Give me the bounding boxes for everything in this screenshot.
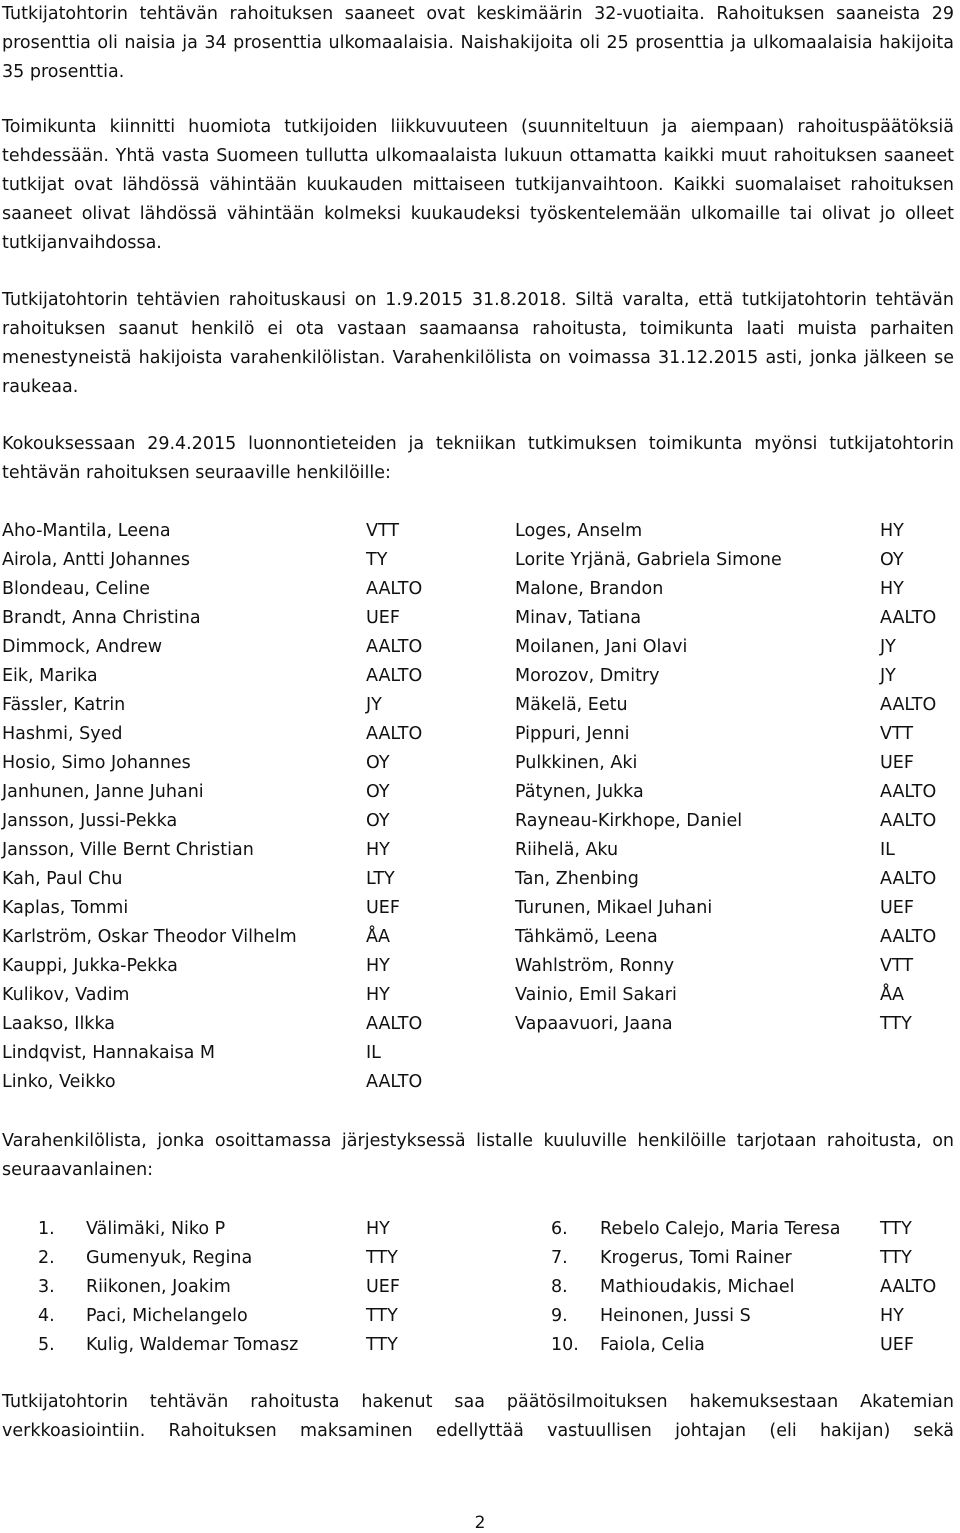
reserve-rank: 10. xyxy=(551,1335,579,1355)
recipient-organization: JY xyxy=(880,666,896,686)
recipient-name: Jansson, Jussi-Pekka xyxy=(2,811,178,831)
recipient-name: Fässler, Katrin xyxy=(2,695,126,715)
recipient-organization: AALTO xyxy=(880,782,937,802)
reserve-organization: UEF xyxy=(366,1277,400,1297)
recipient-name: Mäkelä, Eetu xyxy=(515,695,628,715)
recipient-name: Tähkämö, Leena xyxy=(515,927,658,947)
recipient-organization: AALTO xyxy=(880,927,937,947)
recipient-organization: HY xyxy=(880,521,904,541)
recipient-name: Kaplas, Tommi xyxy=(2,898,129,918)
recipient-organization: JY xyxy=(366,695,382,715)
reserve-organization: TTY xyxy=(880,1219,912,1239)
reserve-name: Heinonen, Jussi S xyxy=(600,1306,751,1326)
reserve-name: Kulig, Waldemar Tomasz xyxy=(86,1335,299,1355)
recipient-organization: AALTO xyxy=(366,579,423,599)
paragraph-notification: Tutkijatohtorin tehtävän rahoitusta hakenut saa päätösilmoituksen hakemuksestaan Akatemian verkkoasiointiin. Rahoituksen maksaminen edellyttää vastuullisen johtajan (eli hakijan) sekä xyxy=(2,1392,954,1441)
recipient-organization: AALTO xyxy=(366,724,423,744)
recipient-organization: TY xyxy=(366,550,388,570)
recipient-organization: AALTO xyxy=(880,608,937,628)
reserve-rank: 4. xyxy=(38,1306,55,1326)
recipient-organization: HY xyxy=(880,579,904,599)
recipient-organization: VTT xyxy=(880,724,914,744)
reserve-rank: 2. xyxy=(38,1248,55,1268)
recipient-organization: OY xyxy=(366,811,390,831)
recipient-name: Blondeau, Celine xyxy=(2,579,151,599)
paragraph-funding-period: Tutkijatohtorin tehtävien rahoituskausi on 1.9.2015 31.8.2018. Siltä varalta, että tutkijatohtorin tehtävän rahoituksen saanut henkilö ei ota vastaan saamaansa rahoitusta, toimikunta laati muista parhaiten menestyneistä hakijoista varahenkilölistan. Varahenkilölista on voimassa 31.12.2015 asti, jonka jälkeen se raukeaa. xyxy=(2,290,954,397)
recipient-organization: ÅA xyxy=(880,985,904,1005)
recipient-organization: HY xyxy=(366,985,390,1005)
recipient-name: Pulkkinen, Aki xyxy=(515,753,638,773)
recipient-name: Wahlström, Ronny xyxy=(515,956,675,976)
recipient-organization: HY xyxy=(366,956,390,976)
recipient-organization: JY xyxy=(880,637,896,657)
reserve-name: Krogerus, Tomi Rainer xyxy=(600,1248,792,1268)
reserve-rank: 9. xyxy=(551,1306,568,1326)
recipient-name: Laakso, Ilkka xyxy=(2,1014,115,1034)
recipient-name: Linko, Veikko xyxy=(2,1072,116,1092)
recipient-name: Malone, Brandon xyxy=(515,579,664,599)
recipient-name: Vainio, Emil Sakari xyxy=(515,985,677,1005)
recipient-organization: VTT xyxy=(366,521,400,541)
reserve-organization: TTY xyxy=(366,1248,398,1268)
recipient-name: Pätynen, Jukka xyxy=(515,782,644,802)
reserve-rank: 5. xyxy=(38,1335,55,1355)
recipient-organization: AALTO xyxy=(880,869,937,889)
recipient-organization: UEF xyxy=(366,608,400,628)
reserve-name: Rebelo Calejo, Maria Teresa xyxy=(600,1219,841,1239)
recipient-name: Lorite Yrjänä, Gabriela Simone xyxy=(515,550,782,570)
recipient-name: Hashmi, Syed xyxy=(2,724,123,744)
paragraph-statistics: Tutkijatohtorin tehtävän rahoituksen saaneet ovat keskimäärin 32-vuotiaita. Rahoituksen saaneista 29 prosenttia oli naisia ja 34 prosenttia ulkomaalaisia. Naishakijoita oli 25 prosenttia ja ulkomaalaisia hakijoita 35 prosenttia. xyxy=(2,4,954,82)
recipient-organization: AALTO xyxy=(366,666,423,686)
recipient-name: Dimmock, Andrew xyxy=(2,637,163,657)
recipient-organization: AALTO xyxy=(880,811,937,831)
recipient-organization: OY xyxy=(366,753,390,773)
recipient-organization: ÅA xyxy=(366,927,390,947)
recipient-name: Loges, Anselm xyxy=(515,521,643,541)
recipient-organization: IL xyxy=(366,1043,381,1063)
recipient-name: Aho-Mantila, Leena xyxy=(2,521,171,541)
reserve-organization: TTY xyxy=(880,1248,912,1268)
reserve-organization: HY xyxy=(880,1306,904,1326)
recipient-organization: IL xyxy=(880,840,895,860)
recipient-name: Karlström, Oskar Theodor Vilhelm xyxy=(2,927,297,947)
recipient-name: Hosio, Simo Johannes xyxy=(2,753,191,773)
reserve-organization: UEF xyxy=(880,1335,914,1355)
paragraph-mobility: Toimikunta kiinnitti huomiota tutkijoiden liikkuvuuteen (suunniteltuun ja aiempaan) rahoituspäätöksiä tehdessään. Yhtä vasta Suomeen tullutta ulkomaalaista lukuun ottamatta kaikki muut rahoituksen saaneet tutkijat ovat lähdössä vähintään kuukauden mittaiseen tutkijanvaihtoon. Kaikki suomalaiset rahoituksen saaneet olivat lähdössä vähintään kolmeksi kuukaudeksi työskentelemään ulkomaille tai olivat jo olleet tutkijanvaihdossa. xyxy=(2,117,954,253)
reserve-organization: AALTO xyxy=(880,1277,937,1297)
reserve-organization: HY xyxy=(366,1219,390,1239)
recipient-name: Turunen, Mikael Juhani xyxy=(515,898,713,918)
recipient-name: Morozov, Dmitry xyxy=(515,666,660,686)
recipient-organization: AALTO xyxy=(366,1014,423,1034)
recipient-name: Riihelä, Aku xyxy=(515,840,619,860)
reserve-name: Gumenyuk, Regina xyxy=(86,1248,253,1268)
recipient-name: Brandt, Anna Christina xyxy=(2,608,201,628)
recipient-organization: HY xyxy=(366,840,390,860)
reserve-name: Mathioudakis, Michael xyxy=(600,1277,795,1297)
reserve-rank: 8. xyxy=(551,1277,568,1297)
recipient-name: Moilanen, Jani Olavi xyxy=(515,637,688,657)
recipient-name: Tan, Zhenbing xyxy=(515,869,639,889)
recipient-organization: AALTO xyxy=(366,637,423,657)
reserve-rank: 7. xyxy=(551,1248,568,1268)
recipient-organization: UEF xyxy=(880,898,914,918)
recipient-organization: AALTO xyxy=(366,1072,423,1092)
recipient-name: Minav, Tatiana xyxy=(515,608,642,628)
recipient-organization: TTY xyxy=(880,1014,912,1034)
recipient-name: Vapaavuori, Jaana xyxy=(515,1014,673,1034)
recipient-name: Rayneau-Kirkhope, Daniel xyxy=(515,811,743,831)
page-number: 2 xyxy=(474,1513,486,1533)
reserve-rank: 3. xyxy=(38,1277,55,1297)
recipient-name: Kah, Paul Chu xyxy=(2,869,123,889)
reserve-name: Välimäki, Niko P xyxy=(86,1219,226,1239)
recipient-name: Pippuri, Jenni xyxy=(515,724,630,744)
recipient-organization: VTT xyxy=(880,956,914,976)
recipient-name: Janhunen, Janne Juhani xyxy=(2,782,204,802)
paragraph-reserve-intro: Varahenkilölista, jonka osoittamassa järjestyksessä listalle kuuluville henkilöille tarjotaan rahoitusta, on seuraavanlainen: xyxy=(2,1131,954,1180)
recipient-name: Jansson, Ville Bernt Christian xyxy=(2,840,254,860)
recipient-name: Lindqvist, Hannakaisa M xyxy=(2,1043,215,1063)
recipient-name: Kulikov, Vadim xyxy=(2,985,130,1005)
reserve-organization: TTY xyxy=(366,1306,398,1326)
reserve-rank: 6. xyxy=(551,1219,568,1239)
recipient-organization: AALTO xyxy=(880,695,937,715)
recipient-organization: UEF xyxy=(880,753,914,773)
reserve-rank: 1. xyxy=(38,1219,55,1239)
reserve-name: Paci, Michelangelo xyxy=(86,1306,248,1326)
recipient-organization: UEF xyxy=(366,898,400,918)
reserve-name: Faiola, Celia xyxy=(600,1335,705,1355)
recipient-organization: OY xyxy=(366,782,390,802)
paragraph-decision-intro: Kokouksessaan 29.4.2015 luonnontieteiden ja tekniikan tutkimuksen toimikunta myönsi tutkijatohtorin tehtävän rahoituksen seuraaville henkilöille: xyxy=(2,434,954,483)
recipient-name: Airola, Antti Johannes xyxy=(2,550,191,570)
reserve-name: Riikonen, Joakim xyxy=(86,1277,231,1297)
recipient-organization: LTY xyxy=(366,869,395,889)
recipient-name: Kauppi, Jukka-Pekka xyxy=(2,956,178,976)
recipient-name: Eik, Marika xyxy=(2,666,98,686)
reserve-organization: TTY xyxy=(366,1335,398,1355)
recipient-organization: OY xyxy=(880,550,904,570)
